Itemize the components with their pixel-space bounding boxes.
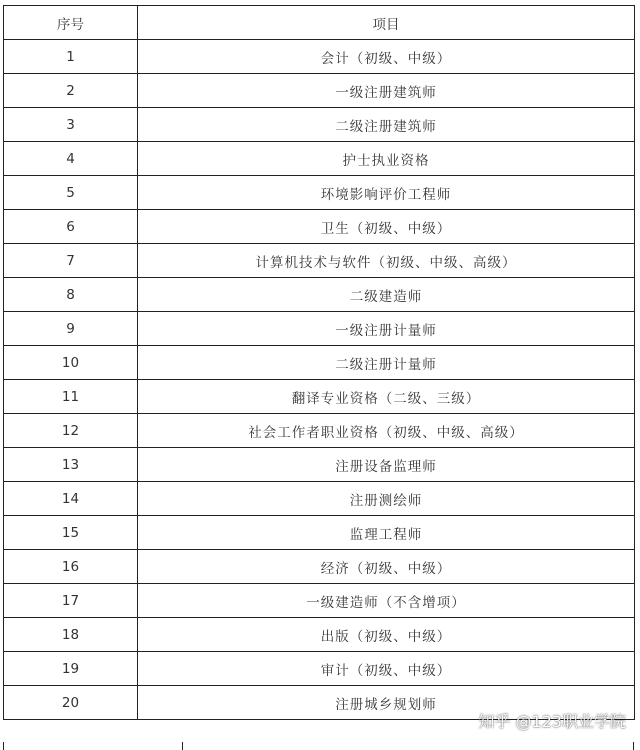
table-row [4,618,635,652]
table-row [4,652,635,686]
table-row [4,346,635,380]
row-number: 7 [4,244,138,278]
table-row [4,244,635,278]
row-number: 13 [4,448,138,482]
qualification-table-container [3,5,634,720]
row-number: 16 [4,550,138,584]
row-number: 19 [4,652,138,686]
row-item: 二级注册建筑师 [138,108,635,142]
row-number: 8 [4,278,138,312]
row-item: 审计（初级、中级） [138,652,635,686]
row-item: 二级注册计量师 [138,346,635,380]
next-row-divider [182,742,183,750]
table-row [4,312,635,346]
row-item: 注册城乡规划师 [138,686,635,720]
table-row [4,448,635,482]
header-number: 序号 [4,6,138,40]
row-number: 1 [4,40,138,74]
header-item: 项目 [138,6,635,40]
table-row [4,550,635,584]
table-row [4,482,635,516]
row-item: 一级注册计量师 [138,312,635,346]
row-item: 环境影响评价工程师 [138,176,635,210]
row-number: 3 [4,108,138,142]
table-row [4,108,635,142]
row-number: 5 [4,176,138,210]
row-item: 卫生（初级、中级） [138,210,635,244]
table-row [4,210,635,244]
table-row [4,142,635,176]
row-item: 经济（初级、中级） [138,550,635,584]
table-row [4,414,635,448]
table-row [4,584,635,618]
row-number: 14 [4,482,138,516]
row-number: 17 [4,584,138,618]
row-item: 注册测绘师 [138,482,635,516]
row-number: 15 [4,516,138,550]
row-item: 会计（初级、中级） [138,40,635,74]
row-number: 20 [4,686,138,720]
row-item: 出版（初级、中级） [138,618,635,652]
row-item: 护士执业资格 [138,142,635,176]
table-header-row [4,6,635,40]
row-item: 监理工程师 [138,516,635,550]
table-row [4,516,635,550]
row-item: 一级建造师（不含增项） [138,584,635,618]
row-number: 6 [4,210,138,244]
row-number: 12 [4,414,138,448]
row-item: 翻译专业资格（二级、三级） [138,380,635,414]
table-row [4,40,635,74]
row-number: 9 [4,312,138,346]
table-row [4,176,635,210]
row-number: 4 [4,142,138,176]
row-item: 二级建造师 [138,278,635,312]
table-row [4,74,635,108]
row-number: 10 [4,346,138,380]
next-row-stub [3,742,634,750]
row-item: 注册设备监理师 [138,448,635,482]
zhihu-watermark: 知乎 @123职业学院 [478,712,626,731]
row-item: 一级注册建筑师 [138,74,635,108]
row-number: 11 [4,380,138,414]
table-row [4,278,635,312]
row-number: 18 [4,618,138,652]
row-item: 计算机技术与软件（初级、中级、高级） [138,244,635,278]
table-row [4,380,635,414]
row-item: 社会工作者职业资格（初级、中级、高级） [138,414,635,448]
row-number: 2 [4,74,138,108]
qualification-table [3,5,635,720]
